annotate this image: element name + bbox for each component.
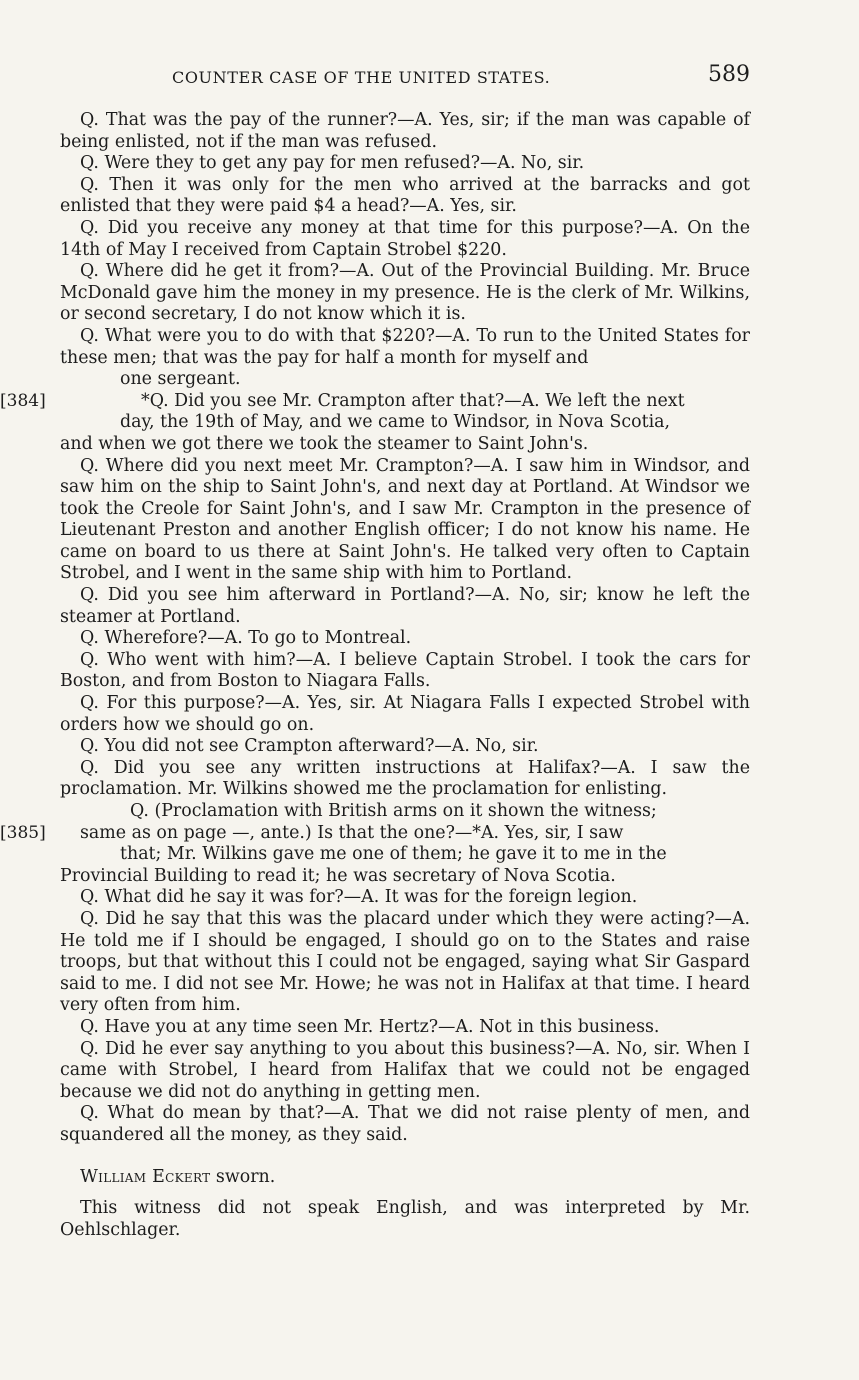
witness-name: William Eckert — [80, 1166, 211, 1187]
line-384-1: *Q. Did you see Mr. Crampton after that?—A. We left the next — [141, 390, 685, 411]
paragraph-11: Q. For this purpose?—A. Yes, sir. At Niagara Falls I expected Strobel with orders how we should go on. — [60, 693, 750, 735]
document-body — [0, 110, 750, 1241]
running-title: COUNTER CASE OF THE UNITED STATES. — [172, 68, 551, 87]
paragraph-9: Q. Wherefore?—A. To go to Montreal. — [80, 628, 412, 649]
paragraph-14: Q. What did he say it was for?—A. It was for the foreign legion. — [80, 887, 638, 908]
line-385-4: Provincial Building to read it; he was secretary of Nova Scotia. — [60, 865, 616, 886]
page-header — [60, 62, 750, 96]
paragraph-10: Q. Who went with him?—A. I believe Captain Strobel. I took the cars for Boston, and from Boston to Niagara Falls. — [60, 649, 750, 692]
witness-sworn-suffix: sworn. — [210, 1166, 276, 1187]
line-385-1: Q. (Proclamation with British arms on it shown the witness; — [130, 801, 657, 821]
paragraph-15: Q. Did he say that this was the placard under which they were acting?—A. He told me if I should be engaged, I should go on to the States and raise troops, but that without this I could not be engaged, saying what Sir Gaspard said to me. I did not see Mr. Howe; he was not in Halifax at that time. I heard very often from him. — [60, 908, 750, 1016]
paragraph-384 — [0, 369, 750, 455]
paragraph-385 — [0, 801, 750, 887]
paragraph-12: Q. You did not see Crampton afterward?—A. No, sir. — [80, 736, 539, 757]
paragraph-5: Q. Where did he get it from?—A. Out of the Provincial Building. Mr. Bruce McDonald gave him the money in my presence. He is the clerk of Mr. Wilkins, or second secretary, I do not know which it is. — [60, 261, 750, 325]
paragraph-7: Q. Where did you next meet Mr. Crampton?—A. I saw him in Windsor, and saw him on the ship to Saint John's, and next day at Portland. At Windsor we took the Creole for Saint John's, and I saw Mr. Crampton in the presence of Lieutenant Preston and another English officer; I do not know his name. He came on board to us there at Saint John's. He talked very often to Captain Strobel, and I went in the same ship with him to Portland. — [60, 455, 750, 584]
paragraph-17: Q. Did he ever say anything to you about this business?—A. No, sir. When I came with Strobel, I heard from Halifax that we could not be engaged because we did not do anything in getting men. — [60, 1038, 750, 1102]
margin-ref-385: [385] — [0, 822, 46, 843]
paragraph-6: Q. What were you to do with that $220?—A. To run to the United States for these men; that was the pay for half a month for myself and — [60, 325, 750, 368]
paragraph-16: Q. Have you at any time seen Mr. Hertz?—A. Not in this business. — [80, 1016, 660, 1037]
page-number: 589 — [708, 62, 750, 87]
line-385-2: same as on page —, ante.) Is that the one?—*A. Yes, sir, I saw — [80, 822, 624, 843]
line-384-2: day, the 19th of May, and we came to Windsor, in Nova Scotia, — [120, 412, 671, 433]
carry-over-line: one sergeant. — [120, 369, 241, 390]
paragraph-3: Q. Then it was only for the men who arrived at the barracks and got enlisted that they were paid $4 a head?—A. Yes, sir. — [60, 174, 750, 217]
margin-ref-384: [384] — [0, 390, 46, 411]
line-384-3: and when we got there we took the steamer to Saint John's. — [60, 433, 589, 454]
paragraph-4: Q. Did you receive any money at that time for this purpose?—A. On the 14th of May I received from Captain Strobel $220. — [60, 217, 750, 260]
paragraph-18: Q. What do mean by that?—A. That we did not raise plenty of men, and squandered all the money, as they said. — [60, 1103, 750, 1145]
document-page — [0, 62, 750, 1241]
line-385-3: that; Mr. Wilkins gave me one of them; he gave it to me in the — [120, 844, 667, 865]
paragraph-1: Q. That was the pay of the runner?—A. Yes, sir; if the man was capable of being enlisted, not if the man was refused. — [60, 110, 750, 152]
paragraph-13: Q. Did you see any written instructions at Halifax?—A. I saw the proclamation. Mr. Wilkins showed me the proclamation for enlisting. — [60, 757, 750, 800]
witness-sworn-line — [60, 1167, 750, 1189]
paragraph-8: Q. Did you see him afterward in Portland?—A. No, sir; know he left the steamer at Portland. — [60, 585, 750, 627]
paragraph-2: Q. Were they to get any pay for men refused?—A. No, sir. — [80, 153, 585, 174]
closing-note: This witness did not speak English, and was interpreted by Mr. Oehlschlager. — [60, 1198, 750, 1240]
